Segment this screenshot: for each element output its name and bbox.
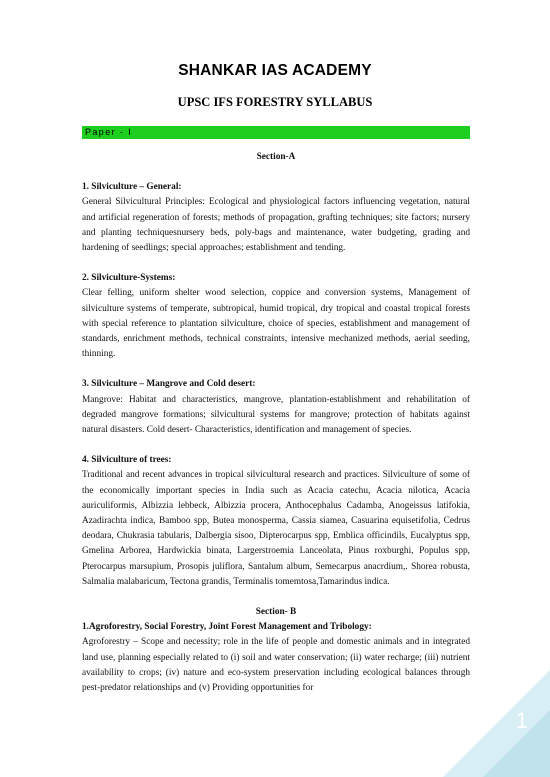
topic-silviculture-systems (82, 271, 470, 362)
paper-label: Paper - I (85, 127, 133, 137)
topic-title: 1. Silviculture – General: (82, 182, 182, 193)
page-title: SHANKAR IAS ACADEMY (178, 62, 372, 79)
paper-label-bar (82, 126, 470, 139)
syllabus-content (82, 150, 470, 696)
topic-body: Clear felling, uniform shelter wood selection, coppice and conversion systems, Management of silviculture systems of temperate, subtropical, humid tropical, dry tropical and coastal tropical forests with special reference to plantation silviculture, choice of species, establishment and management of standards, enrichment methods, technical constraints, intensive mechanized methods, aerial seeding, thinning. (82, 288, 470, 360)
section-a-heading: Section-A (256, 152, 296, 162)
page-corner-decoration (443, 670, 550, 777)
topic-silviculture-of-trees (82, 453, 470, 590)
section-b-heading: Section- B (255, 607, 297, 618)
topic-silviculture-general (82, 180, 470, 256)
topic-title: 2. Silviculture-Systems: (82, 273, 176, 284)
topic-body: Agroforestry – Scope and necessity; role in the life of people and domestic animals and in integrated land use, planning especially related to (i) soil and water conservation; (ii) water recharge; (iii) nutrient availability to crops; (iv) nature and eco-system preservation including ecological balances through pest-predator relationships and (v) Providing opportunities for (82, 637, 470, 694)
section-b (82, 605, 470, 696)
page-number: 1 (515, 708, 528, 733)
topic-title: 4. Silviculture of trees: (82, 455, 172, 466)
topic-body: Mangrove: Habitat and characteristics, mangrove, plantation-establishment and rehabilitation of degraded mangrove formations; silvicultural systems for mangrove; protection of habitats against natural disasters. Cold desert- Characteristics, identification and management of species. (82, 394, 470, 436)
topic-title: 3. Silviculture – Mangrove and Cold desert: (82, 379, 256, 390)
topic-body: Traditional and recent advances in tropical silvicultural research and practices. Silviculture of some of the economically important species in India such as Acacia catechu, Acacia nilotica, Acacia auriculiformis, Albizzia lebbeck, Albizzia procera, Anthocephalus Cadamba, Anogeissus latifokia, Azadirachta indica, Bamboo spp, Butea monosperma, Cassia siamea, Casuarina equisetifolia, Cedrus deodara, Chukrasia tabularis, Dalbergia sisoo, Dipterocarpus spp, Emblica officindils, Eucalyptus spp, Gmelina Arborea, Hardwickia binata, Largerstroemia Lanceolata, Pinus roxburghi, Populus spp, Pterocarpus marsupium, Prosopis juliflora, Santalum album, Semecarpus anacrdium,. Shorea robusta, Salmalia malabaricum, Tectona grandis, Terminalis tomemtosa,Tamarindus indica. (82, 470, 470, 587)
topic-mangrove-cold-desert (82, 377, 470, 438)
topic-body: General Silvicultural Principles: Ecological and physiological factors influencing vegetation, natural and artificial regeneration of forests; methods of propagation, grafting techniques; site factors; nursery and planting techniquesnursery beds, poly-bags and maintenance, water budgeting, grading and hardening of seedlings; special approaches; establishment and tending. (82, 197, 470, 254)
page-subtitle: UPSC IFS FORESTRY SYLLABUS (177, 95, 373, 109)
topic-title: 1.Agroforestry, Social Forestry, Joint Forest Management and Tribology: (82, 622, 372, 633)
topic-agroforestry (82, 620, 470, 696)
